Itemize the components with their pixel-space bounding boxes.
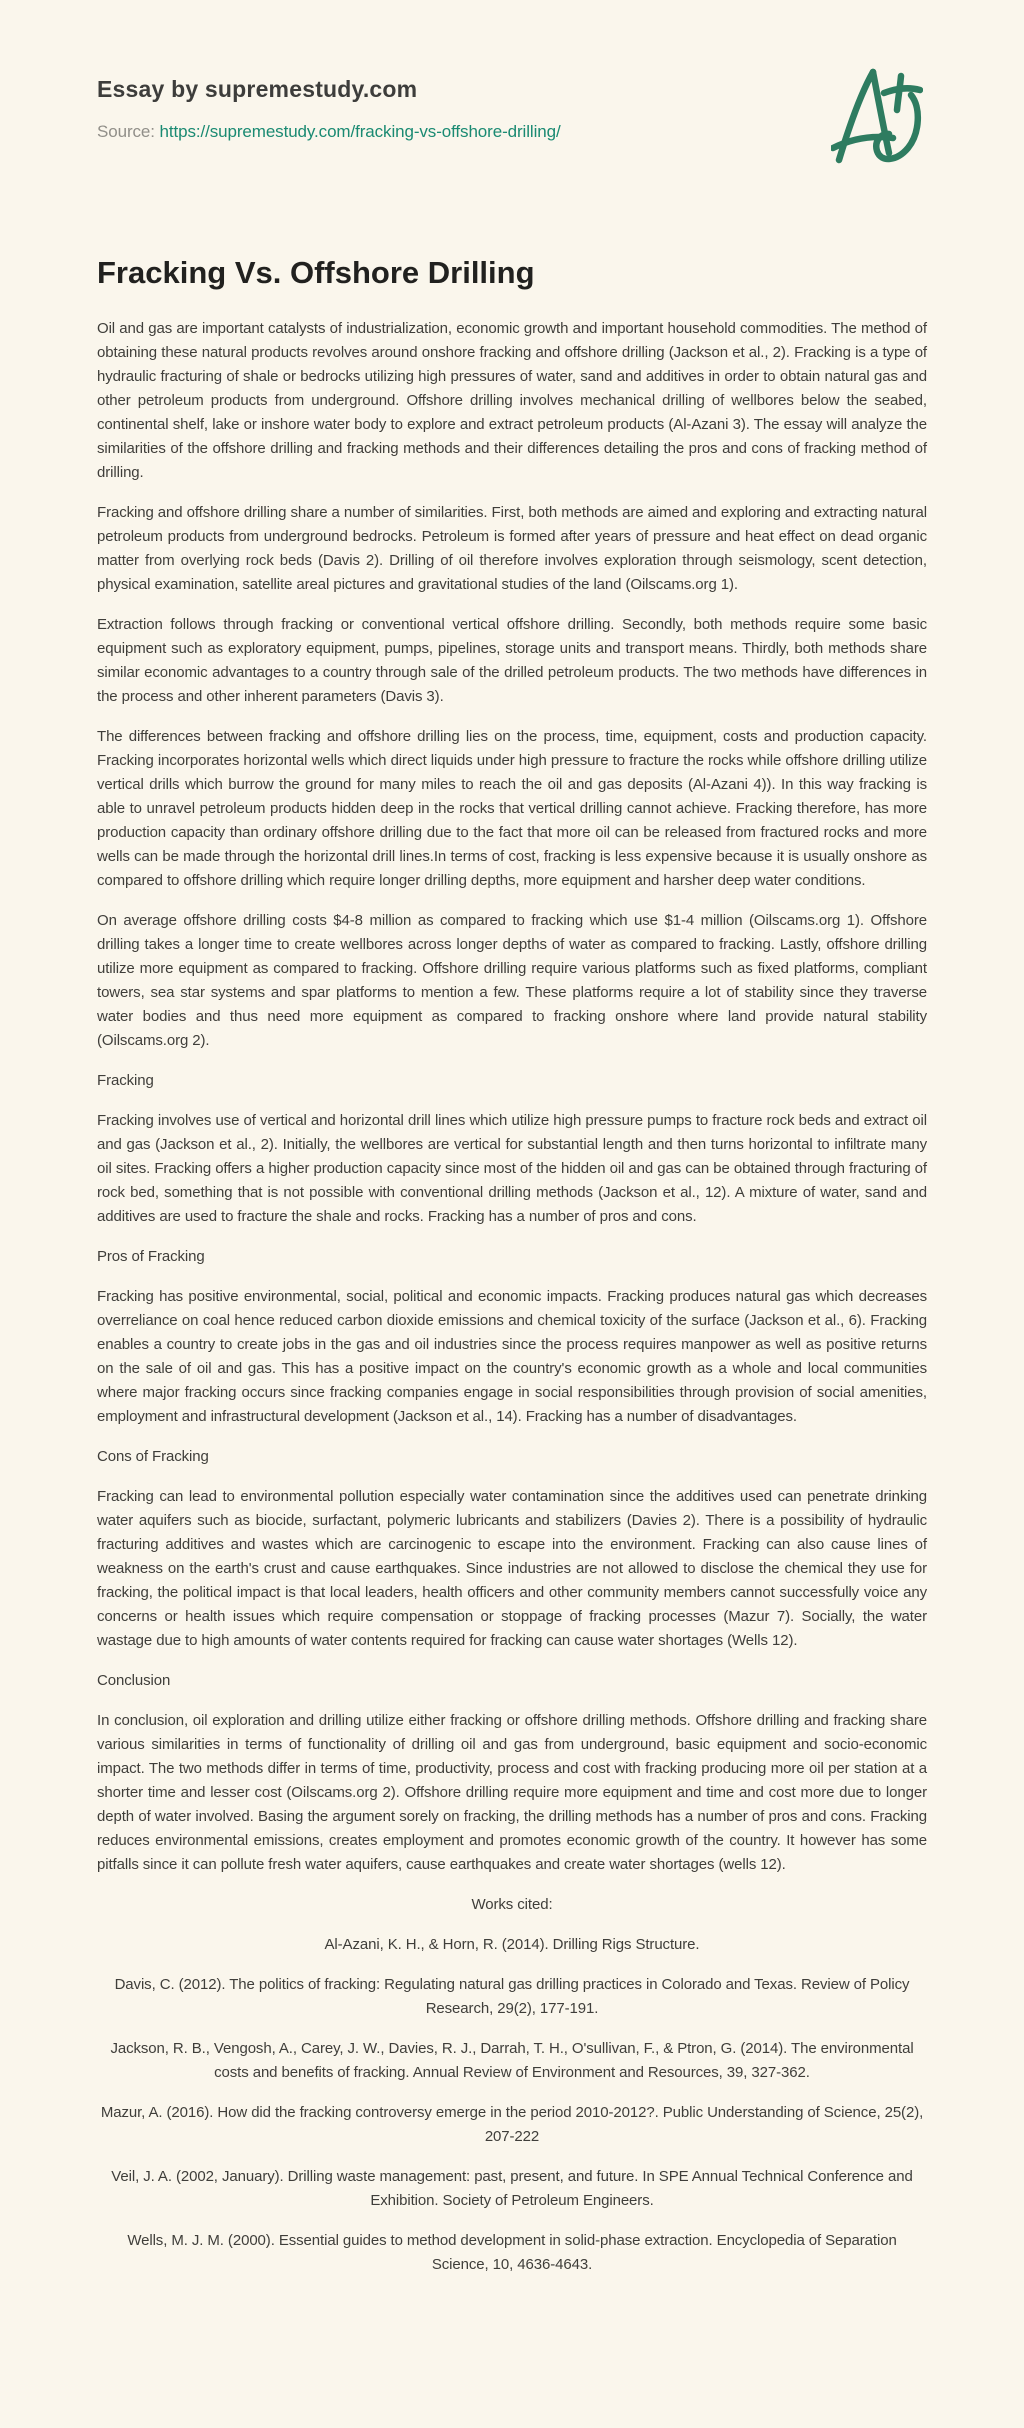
essay — [97, 255, 927, 2277]
works-cited-heading: Works cited: — [471, 1895, 553, 1913]
source-line — [97, 122, 927, 142]
section-paragraph-cons-of-fracking: Fracking can lead to environmental pollution especially water contamination since the additives used can penetrate drinking water aquifers such as biocide, surfactant, polymeric lubricants and stabilizers (Davies 2). There is a possibility of hydraulic fracturing additives and wastes which are carcinogenic to escape into the environment. Fracking can also cause lines of weakness on the earth's crust and cause earthquakes. Since industries are not allowed to disclose the chemical they use for fracking, the political impact is that local leaders, health officers and other community members cannot successfully voice any concerns or health issues which require compensation or stoppage of fracking processes (Mazur 7). Socially, the water wastage due to high amounts of water contents required for fracking can cause water shortages (Wells 12). — [97, 1487, 927, 1649]
section-heading-fracking: Fracking — [97, 1071, 154, 1089]
citation-entry-veil: Veil, J. A. (2002, January). Drilling waste management: past, present, and future. In SPE Annual Technical Conference and Exhibition. Society of Petroleum Engineers. — [111, 2167, 913, 2209]
essay-paragraph-similarities-1: Fracking and offshore drilling share a number of similarities. First, both methods are aimed and exploring and extracting natural petroleum products from underground bedrocks. Petroleum is formed after years of pressure and heat effect on dead organic matter from overlying rock beds (Davis 2). Drilling of oil therefore involves exploration through seismology, scent detection, physical examination, satellite areal pictures and gravitational studies of the land (Oilscams.org 1). — [97, 503, 927, 593]
a-plus-logo-icon — [831, 63, 923, 175]
section-paragraph-conclusion: In conclusion, oil exploration and drilling utilize either fracking or offshore drilling methods. Offshore drilling and fracking share various similarities in terms of functionality of drilling oil and gas from underground, basic equipment and socio-economic impact. The two methods differ in terms of time, productivity, process and cost with fracking producing more oil per station at a shorter time and lesser cost (Oilscams.org 2). Offshore drilling require more equipment and time and cost more due to longer depth of water involved. Basing the argument sorely on fracking, the drilling methods has a number of pros and cons. Fracking reduces environmental emissions, creates employment and promotes economic growth of the country. It however has some pitfalls since it can pollute fresh water aquifers, cause earthquakes and create water shortages (wells 12). — [97, 1711, 927, 1873]
section-heading-cons-of-fracking: Cons of Fracking — [97, 1447, 209, 1465]
citation-entry-jackson: Jackson, R. B., Vengosh, A., Carey, J. W., Davies, R. J., Darrah, T. H., O'sullivan, F., & Ptron, G. (2014). The environmental costs and benefits of fracking. Annual Review of Environment and Resources, 39, 327-362. — [110, 2039, 914, 2081]
section-heading-conclusion: Conclusion — [97, 1671, 171, 1689]
section-heading-pros-of-fracking: Pros of Fracking — [97, 1247, 205, 1265]
page-header — [97, 0, 927, 142]
citation-entry-davis: Davis, C. (2012). The politics of fracking: Regulating natural gas drilling practices in Colorado and Texas. Review of Policy Research, 29(2), 177-191. — [114, 1975, 910, 2017]
essay-paragraph-differences-1: The differences between fracking and offshore drilling lies on the process, time, equipment, costs and production capacity. Fracking incorporates horizontal wells which direct liquids under high pressure to fracture the rocks while offshore drilling utilize vertical drills which burrow the ground for many miles to reach the oil and gas deposits (Al-Azani 4)). In this way fracking is able to unravel petroleum products hidden deep in the rocks that vertical drilling cannot achieve. Fracking therefore, has more production capacity than ordinary offshore drilling due to the fact that more oil can be released from fractured rocks and more wells can be made through the horizontal drill lines.In terms of cost, fracking is less expensive because it is usually onshore as compared to offshore drilling which require longer drilling depths, more equipment and harsher deep water conditions. — [97, 727, 927, 889]
citation-entry-wells: Wells, M. J. M. (2000). Essential guides to method development in solid-phase extraction. Encyclopedia of Separation Science, 10, 4636-4643. — [127, 2231, 897, 2273]
site-title: Essay by supremestudy.com — [97, 76, 418, 102]
citation-entry-mazur: Mazur, A. (2016). How did the fracking controversy emerge in the period 2010-2012?. Public Understanding of Science, 25(2), 207-222 — [100, 2103, 924, 2145]
essay-paragraph-differences-2: On average offshore drilling costs $4-8 million as compared to fracking which use $1-4 million (Oilscams.org 1). Offshore drilling takes a longer time to create wellbores across longer depths of water as compared to fracking. Lastly, offshore drilling utilize more equipment as compared to fracking. Offshore drilling require various platforms such as fixed platforms, compliant towers, sea star systems and spar platforms to mention a few. These platforms require a lot of stability since they traverse water bodies and thus need more equipment as compared to fracking onshore where land provide natural stability (Oilscams.org 2). — [97, 911, 927, 1049]
section-paragraph-fracking: Fracking involves use of vertical and horizontal drill lines which utilize high pressure pumps to fracture rock beds and extract oil and gas (Jackson et al., 2). Initially, the wellbores are vertical for substantial length and then turns horizontal to infiltrate many oil sites. Fracking offers a higher production capacity since most of the hidden oil and gas can be obtained through fracturing of rock bed, something that is not possible with conventional drilling methods (Jackson et al., 12). A mixture of water, sand and additives are used to fracture the shale and rocks. Fracking has a number of pros and cons. — [97, 1111, 927, 1225]
essay-paragraph-similarities-2: Extraction follows through fracking or conventional vertical offshore drilling. Secondly, both methods require some basic equipment such as exploratory equipment, pumps, pipelines, storage units and transport means. Thirdly, both methods share similar economic advantages to a country through sale of the drilled petroleum products. The two methods have differences in the process and other inherent parameters (Davis 3). — [97, 615, 927, 705]
content-column — [97, 0, 927, 2277]
citation-entry-al-azani: Al-Azani, K. H., & Horn, R. (2014). Drilling Rigs Structure. — [324, 1935, 700, 1953]
essay-title: Fracking Vs. Offshore Drilling — [97, 254, 535, 290]
source-link[interactable]: https://supremestudy.com/fracking-vs-offshore-drilling/ — [159, 121, 561, 141]
section-paragraph-pros-of-fracking: Fracking has positive environmental, social, political and economic impacts. Fracking produces natural gas which decreases overreliance on coal hence reduced carbon dioxide emissions and chemical toxicity of the surface (Jackson et al., 6). Fracking enables a country to create jobs in the gas and oil industries since the process requires manpower as well as positive returns on the sale of oil and gas. This has a positive impact on the country's economic growth as a whole and local communities where major fracking occurs since fracking companies engage in social responsibilities through provision of social amenities, employment and infrastructural development (Jackson et al., 14). Fracking has a number of disadvantages. — [97, 1287, 927, 1425]
source-label: Source: — [97, 121, 155, 141]
essay-paragraph-intro: Oil and gas are important catalysts of industrialization, economic growth and important household commodities. The method of obtaining these natural products revolves around onshore fracking and offshore drilling (Jackson et al., 2). Fracking is a type of hydraulic fracturing of shale or bedrocks utilizing high pressures of water, sand and additives in order to obtain natural gas and other petroleum products from underground. Offshore drilling involves mechanical drilling of wellbores below the seabed, continental shelf, lake or inshore water body to explore and extract petroleum products (Al-Azani 3). The essay will analyze the similarities of the offshore drilling and fracking methods and their differences detailing the pros and cons of fracking method of drilling. — [97, 319, 927, 481]
